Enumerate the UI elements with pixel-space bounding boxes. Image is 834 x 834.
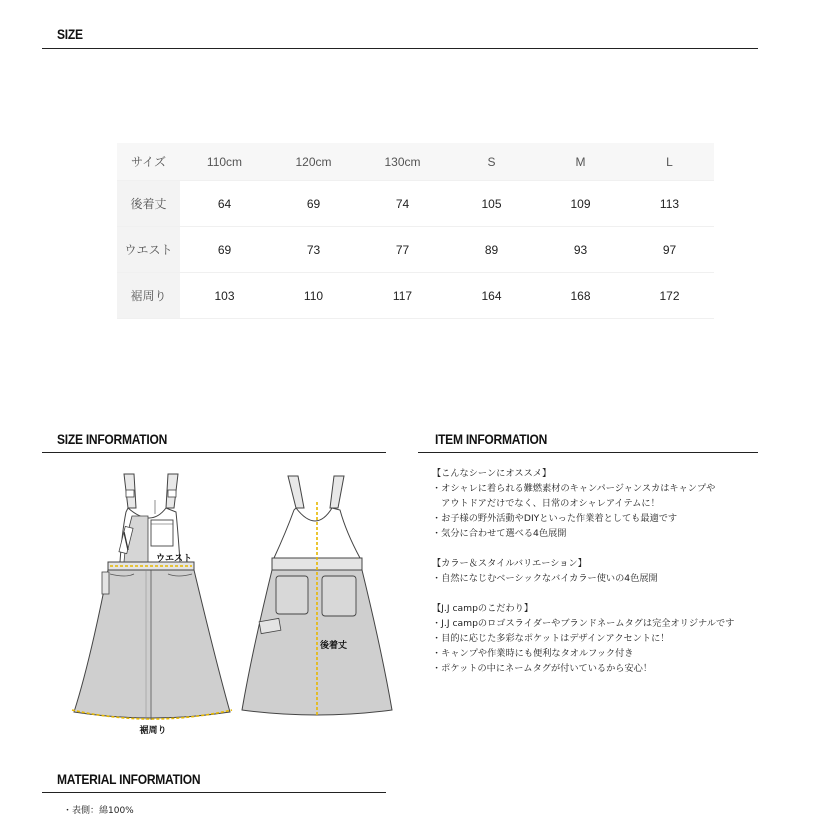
table-cell: 73 [269,227,358,273]
item-info-title: 【J.J campのこだわり】 [432,603,534,614]
table-cell: 77 [358,227,447,273]
item-info-line: ・J.J campのロゴスライダーやブランドネームタグは完全オリジナルです [432,618,735,629]
table-cell: 93 [536,227,625,273]
length-label: 後着丈 [320,641,348,651]
item-info-line: アウトドアだけでなく、日常のオシャレアイテムに！ [432,498,660,509]
table-cell: 168 [536,273,625,319]
table-cell: 103 [180,273,269,319]
table-row [117,227,714,273]
item-information-heading: ITEM INFORMATION [435,431,548,447]
table-cell: 164 [447,273,536,319]
item-info-title: 【こんなシーンにオススメ】 [432,468,552,479]
item-info [432,466,734,676]
item-info-line: ・ポケットの中にネームタグが付いているから安心！ [432,663,653,674]
size-heading-rule [42,48,758,49]
table-cell: 117 [358,273,447,319]
table-cell: 89 [447,227,536,273]
waist-label: ウエスト [156,554,193,564]
size-information-rule [42,452,386,453]
material-information-heading: MATERIAL INFORMATION [57,771,201,787]
table-cell: 105 [447,181,536,227]
table-row [117,273,714,319]
hem-label: 裾周り [139,726,167,736]
size-header-cell: L [625,143,714,181]
item-information-rule [418,452,758,453]
item-info-line: ・キャンプや作業時にも便利なタオルフック付き [432,648,634,659]
size-header-cell: S [447,143,536,181]
table-cell: 113 [625,181,714,227]
item-info-line: ・自然になじむベーシックなバイカラー使いの4色展開 [432,573,658,584]
size-header-cell: サイズ [117,143,180,181]
item-info-title: 【カラー＆スタイルバリエーション】 [432,558,587,569]
material-line: ・表側：綿100% [63,806,134,816]
size-header-cell: M [536,143,625,181]
table-cell: 69 [180,227,269,273]
size-header-cell: 130cm [358,143,447,181]
size-header-cell: 120cm [269,143,358,181]
size-table [117,143,714,319]
garment-diagram [40,462,400,762]
item-info-line: ・目的に応じた多彩なポケットはデザインアクセントに！ [432,633,670,644]
size-header-cell: 110cm [180,143,269,181]
table-cell: 110 [269,273,358,319]
item-info-line: ・気分に合わせて選べる4色展開 [432,528,567,539]
row-label: ウエスト [117,227,180,273]
table-cell: 97 [625,227,714,273]
size-table-header-row [117,143,714,181]
table-cell: 74 [358,181,447,227]
size-information-heading: SIZE INFORMATION [57,431,168,447]
table-cell: 172 [625,273,714,319]
table-cell: 69 [269,181,358,227]
row-label: 裾周り [117,273,180,319]
table-cell: 64 [180,181,269,227]
front-view [72,474,232,720]
back-view [242,476,392,716]
table-cell: 109 [536,181,625,227]
size-heading: SIZE [57,26,83,42]
item-info-line: ・お子様の野外活動やDIYといった作業着としても最適です [432,513,678,524]
item-info-line: ・オシャレに着られる難燃素材のキャンパージャンスカはキャンプや [432,483,716,494]
table-row [117,181,714,227]
row-label: 後着丈 [117,181,180,227]
material-information-rule [42,792,386,793]
